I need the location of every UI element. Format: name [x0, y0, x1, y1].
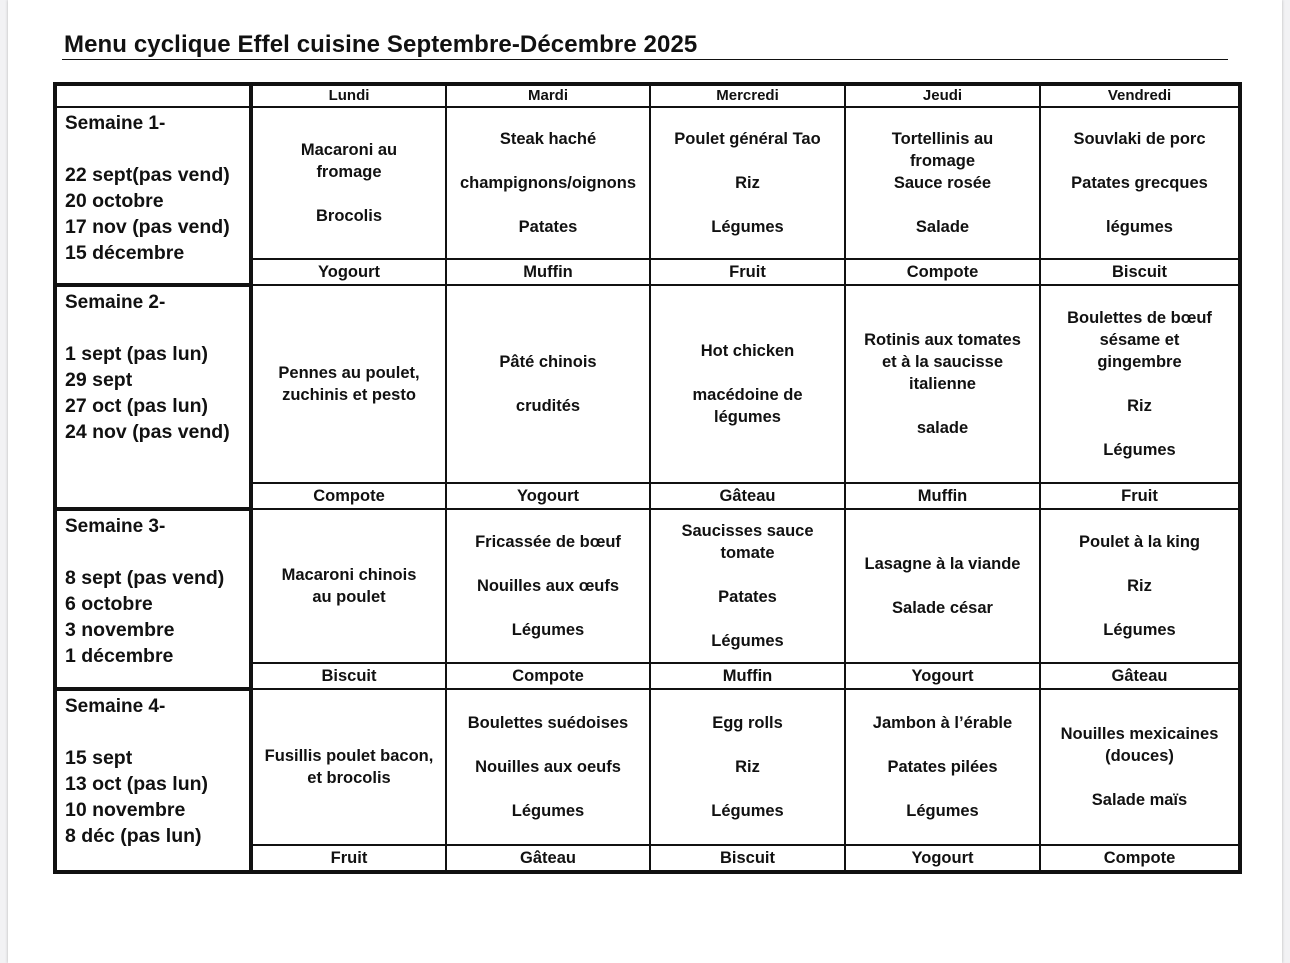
- line-gap: [447, 150, 649, 172]
- dessert-cell: Biscuit: [1040, 259, 1240, 285]
- week-meal-row: [55, 107, 1240, 259]
- meal-line: Nouilles mexicaines: [1060, 725, 1219, 743]
- meal-cell: [1040, 509, 1240, 663]
- meal-line: et à la saucisse: [881, 353, 1004, 371]
- meal-line: Salade maïs: [1091, 791, 1188, 809]
- meal-line: Nouilles aux œufs: [476, 577, 620, 595]
- day-header: Mardi: [446, 84, 650, 107]
- line-gap: [447, 194, 649, 216]
- line-gap: [447, 734, 649, 756]
- page-title: Menu cyclique Effel cuisine Septembre-Décembre 2025: [64, 31, 698, 58]
- meal-line: Salade: [915, 218, 970, 236]
- menu-table: [53, 82, 1242, 874]
- meal-cell: [446, 689, 650, 845]
- meal-line: Boulettes suédoises: [467, 714, 629, 732]
- meal-line: Légumes: [711, 632, 784, 650]
- meal-line: Saucisses sauce: [681, 522, 814, 540]
- meal-line: Riz: [1127, 397, 1152, 415]
- meal-line: salade: [916, 419, 969, 437]
- meal-cell: [650, 689, 845, 845]
- week-meal-row: [55, 509, 1240, 663]
- week-date: 15 sept: [65, 747, 133, 769]
- meal-line: fromage: [909, 152, 976, 170]
- dessert-cell: Biscuit: [251, 663, 446, 689]
- meal-line: Légumes: [511, 802, 585, 820]
- dessert-cell: Biscuit: [650, 845, 845, 872]
- meal-cell: [845, 509, 1040, 663]
- meal-line: Macaroni au: [300, 141, 398, 159]
- line-gap: [1041, 194, 1238, 216]
- line-gap: [651, 194, 844, 216]
- line-gap: [651, 734, 844, 756]
- dessert-cell: Fruit: [650, 259, 845, 285]
- dessert-cell: Yogourt: [446, 483, 650, 509]
- meal-line: Macaroni chinois: [281, 566, 417, 584]
- meal-line: Souvlaki de porc: [1073, 130, 1206, 148]
- meal-line: Egg rolls: [712, 714, 783, 732]
- week-cell: [55, 107, 251, 285]
- meal-cell: [251, 689, 446, 845]
- meal-line: Hot chicken: [700, 342, 795, 360]
- meal-line: Légumes: [711, 802, 784, 820]
- meal-cell: [650, 285, 845, 483]
- week-label: Semaine 2-: [65, 292, 166, 313]
- line-gap: [651, 150, 844, 172]
- dessert-cell: Muffin: [845, 483, 1040, 509]
- meal-cell: [650, 107, 845, 259]
- dessert-cell: Muffin: [650, 663, 845, 689]
- week-meal-row: [55, 689, 1240, 845]
- line-gap: [846, 778, 1039, 800]
- meal-line: et brocolis: [307, 769, 391, 787]
- line-gap: [846, 575, 1039, 597]
- week-date: 1 sept (pas lun): [65, 343, 209, 365]
- meal-line: sésame et: [1099, 331, 1180, 349]
- meal-line: tomate: [720, 544, 775, 562]
- meal-cell: [1040, 107, 1240, 259]
- header-row: [55, 84, 1240, 107]
- title-underline: [62, 59, 1228, 60]
- week-date: 10 novembre: [65, 799, 186, 821]
- day-header: Lundi: [251, 84, 446, 107]
- header-corner: [55, 84, 251, 107]
- meal-line: fromage: [316, 163, 382, 181]
- meal-line: Rotinis aux tomates: [864, 331, 1021, 349]
- week-date: 8 sept (pas vend): [65, 567, 225, 589]
- week-date: 27 oct (pas lun): [65, 395, 209, 417]
- line-gap: [1041, 150, 1238, 172]
- dessert-cell: Compote: [446, 663, 650, 689]
- dessert-cell: Compote: [1040, 845, 1240, 872]
- meal-line: Jambon à l’érable: [872, 714, 1013, 732]
- meal-cell: [446, 285, 650, 483]
- week-date: 22 sept(pas vend): [65, 164, 230, 186]
- line-gap: [447, 553, 649, 575]
- week-date: 24 nov (pas vend): [65, 421, 230, 443]
- meal-line: Tortellinis au: [891, 130, 994, 148]
- meal-line: Légumes: [1103, 441, 1176, 459]
- line-gap: [1041, 417, 1238, 439]
- dessert-cell: Compote: [845, 259, 1040, 285]
- meal-line: Patates: [518, 218, 578, 236]
- line-gap: [253, 183, 445, 205]
- dessert-cell: Yogourt: [845, 845, 1040, 872]
- week-date: 15 décembre: [65, 242, 185, 264]
- line-gap: [651, 564, 844, 586]
- week-date: 8 déc (pas lun): [65, 825, 202, 847]
- week-label: Semaine 1-: [65, 113, 166, 134]
- meal-line: Légumes: [711, 218, 784, 236]
- meal-line: Riz: [735, 758, 760, 776]
- meal-line: Poulet à la king: [1078, 533, 1201, 551]
- week-date: 20 octobre: [65, 190, 164, 212]
- meal-cell: [650, 509, 845, 663]
- meal-line: Riz: [1127, 577, 1152, 595]
- week-date: 17 nov (pas vend): [65, 216, 230, 238]
- meal-line: Patates: [718, 588, 777, 606]
- meal-cell: [845, 285, 1040, 483]
- line-gap: [447, 373, 649, 395]
- week-date: 13 oct (pas lun): [65, 773, 209, 795]
- meal-line: Nouilles aux oeufs: [475, 758, 621, 776]
- day-header: Mercredi: [650, 84, 845, 107]
- week-date: 29 sept: [65, 369, 133, 391]
- dessert-cell: Compote: [251, 483, 446, 509]
- meal-line: Riz: [735, 174, 760, 192]
- meal-line: italienne: [909, 375, 976, 393]
- line-gap: [447, 778, 649, 800]
- week-cell: [55, 285, 251, 509]
- meal-line: Salade césar: [892, 599, 993, 617]
- meal-line: Patates pilées: [887, 758, 998, 776]
- meal-line: Pâté chinois: [499, 353, 597, 371]
- line-gap: [846, 734, 1039, 756]
- meal-line: légumes: [714, 408, 781, 426]
- week-meal-row: [55, 285, 1240, 483]
- line-gap: [651, 608, 844, 630]
- meal-cell: [251, 285, 446, 483]
- meal-cell: [251, 107, 446, 259]
- line-gap: [651, 362, 844, 384]
- meal-line: Steak haché: [499, 130, 597, 148]
- meal-line: Légumes: [1103, 621, 1176, 639]
- week-label: Semaine 3-: [65, 516, 166, 537]
- meal-line: champignons/oignons: [460, 174, 636, 192]
- meal-cell: [845, 107, 1040, 259]
- meal-line: Boulettes de bœuf: [1067, 309, 1212, 327]
- dessert-cell: Fruit: [251, 845, 446, 872]
- meal-line: Légumes: [511, 621, 585, 639]
- meal-cell: [1040, 689, 1240, 845]
- meal-line: zuchinis et pesto: [282, 386, 416, 404]
- meal-line: Fricassée de bœuf: [475, 533, 621, 551]
- meal-cell: [1040, 285, 1240, 483]
- meal-line: Patates grecques: [1071, 174, 1208, 192]
- meal-line: Brocolis: [315, 207, 383, 225]
- meal-cell: [446, 107, 650, 259]
- meal-cell: [845, 689, 1040, 845]
- meal-line: Sauce rosée: [893, 174, 992, 192]
- dessert-cell: Gâteau: [446, 845, 650, 872]
- dessert-cell: Yogourt: [845, 663, 1040, 689]
- line-gap: [651, 778, 844, 800]
- meal-line: Lasagne à la viande: [864, 555, 1021, 573]
- dessert-cell: Fruit: [1040, 483, 1240, 509]
- dessert-cell: Yogourt: [251, 259, 446, 285]
- meal-line: légumes: [1106, 218, 1173, 236]
- dessert-cell: Muffin: [446, 259, 650, 285]
- line-gap: [1041, 767, 1238, 789]
- line-gap: [846, 194, 1039, 216]
- week-date: 6 octobre: [65, 593, 153, 615]
- dessert-cell: Gâteau: [1040, 663, 1240, 689]
- dessert-cell: Gâteau: [650, 483, 845, 509]
- day-header: Jeudi: [845, 84, 1040, 107]
- line-gap: [1041, 597, 1238, 619]
- week-cell: [55, 509, 251, 689]
- meal-line: macédoine de: [692, 386, 803, 404]
- week-date: 1 décembre: [65, 645, 174, 667]
- document-page: [8, 0, 1282, 963]
- line-gap: [1041, 373, 1238, 395]
- meal-line: Légumes: [906, 802, 979, 820]
- meal-line: au poulet: [312, 588, 386, 606]
- meal-line: (douces): [1105, 747, 1174, 765]
- line-gap: [1041, 553, 1238, 575]
- meal-cell: [251, 509, 446, 663]
- meal-line: Poulet général Tao: [674, 130, 821, 148]
- week-label: Semaine 4-: [65, 696, 166, 717]
- line-gap: [447, 597, 649, 619]
- meal-line: Fusillis poulet bacon,: [264, 747, 434, 765]
- day-header: Vendredi: [1040, 84, 1240, 107]
- week-date: 3 novembre: [65, 619, 175, 641]
- meal-line: crudités: [515, 397, 581, 415]
- menu-body: [55, 107, 1240, 872]
- line-gap: [846, 395, 1039, 417]
- week-cell: [55, 689, 251, 872]
- meal-line: gingembre: [1097, 353, 1182, 371]
- meal-cell: [446, 509, 650, 663]
- meal-line: Pennes au poulet,: [278, 364, 420, 382]
